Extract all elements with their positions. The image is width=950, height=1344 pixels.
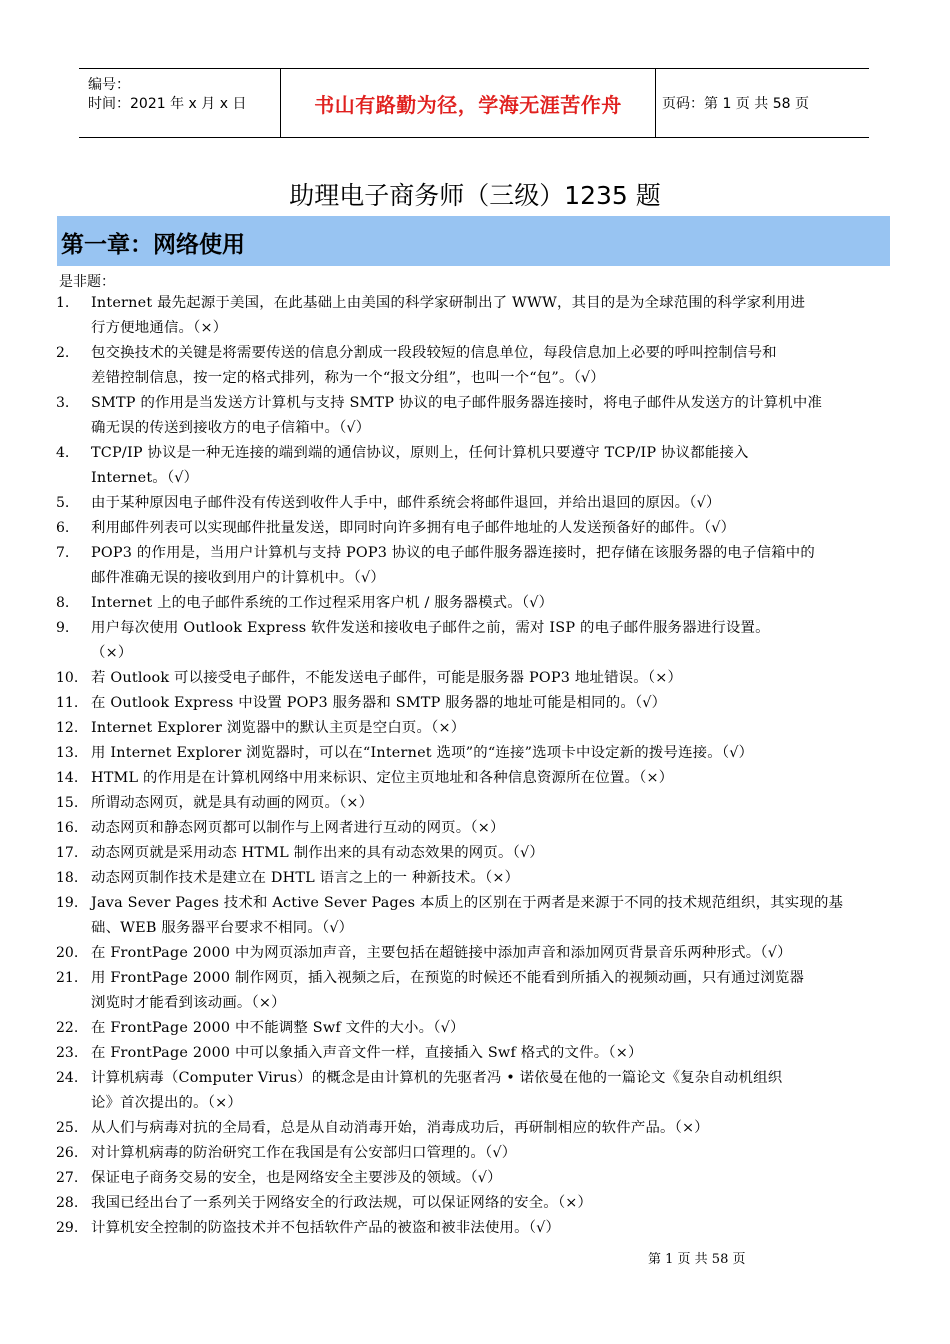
question-text [91,1191,891,1216]
question-text [91,616,891,666]
question-number: 21. [56,970,79,986]
chapter-title: 第一章：网络使用 [61,232,245,258]
section-label: 是非题： [59,274,115,290]
chapter-heading-bar [57,216,890,266]
page-code: 页码：第 1 页 共 58 页 [662,96,809,112]
question-text [91,291,891,341]
question-text [91,516,891,541]
question-text-line: HTML 的作用是在计算机网络中用来标识、定位主页地址和各种信息资源所在位置。（×） [91,770,674,786]
question-text-line: 浏览时才能看到该动画。（×） [91,995,286,1011]
question-number: 23. [56,1045,79,1061]
question-number: 29. [56,1220,79,1236]
question-text-line: 在 Outlook Express 中设置 POP3 服务器和 SMTP 服务器的地址可能是相同的。（√） [91,695,667,711]
question-number: 12. [56,720,79,736]
question-text-line: 包交换技术的关键是将需要传送的信息分割成一段段较短的信息单位，每段信息加上必要的呼叫控制信号和 [91,345,777,361]
question-text [91,491,891,516]
header-motto-cell [280,69,656,137]
question-text [91,941,891,966]
question-text [91,1016,891,1041]
question-text-line: Internet 最先起源于美国，在此基础上由美国的科学家研制出了 WWW，其目的是为全球范围的科学家利用进 [91,295,806,311]
question-text [91,766,891,791]
time-label: 时间：2021 年 x 月 x 日 [88,96,247,112]
question-text [91,341,891,391]
question-text-line: 用 Internet Explorer 浏览器时，可以在“Internet 选项”的“连接”选项卡中设定新的拨号连接。（√） [91,745,754,761]
question-text [91,666,891,691]
question-text [91,591,891,616]
question-text-line: 利用邮件列表可以实现邮件批量发送，即同时向许多拥有电子邮件地址的人发送预备好的邮件。（√） [91,520,736,536]
question-number: 6. [56,520,70,536]
question-text-line: 用户每次使用 Outlook Express 软件发送和接收电子邮件之前，需对 ISP 的电子邮件服务器进行设置。 [91,620,770,636]
question-text [91,541,891,591]
question-number: 7. [56,545,70,561]
question-text-line: 论》首次提出的。（×） [91,1095,242,1111]
question-number: 1. [56,295,70,311]
question-number: 18. [56,870,79,886]
question-number: 25. [56,1120,79,1136]
question-text-line: 计算机病毒（Computer Virus）的概念是由计算机的先驱者冯 • 诺依曼在他的一篇论文《复杂自动机组织 [91,1070,783,1086]
question-number: 8. [56,595,70,611]
question-number: 20. [56,945,79,961]
question-text [91,1041,891,1066]
header-page-cell [654,69,869,137]
header-meta [79,69,280,137]
question-text [91,1116,891,1141]
question-text-line: 对计算机病毒的防治研究工作在我国是有公安部归口管理的。（√） [91,1145,517,1161]
question-text [91,1066,891,1116]
question-text-line: 在 FrontPage 2000 中可以象插入声音文件一样，直接插入 Swf 格式的文件。（×） [91,1045,643,1061]
question-text-line: 保证电子商务交易的安全，也是网络安全主要涉及的领域。（√） [91,1170,502,1186]
question-text-line: SMTP 的作用是当发送方计算机与支持 SMTP 协议的电子邮件服务器连接时，将电子邮件从发送方的计算机中准 [91,395,823,411]
question-number: 24. [56,1070,79,1086]
question-text-line: 邮件准确无误的接收到用户的计算机中。（√） [91,570,385,586]
question-text-line: POP3 的作用是，当用户计算机与支持 POP3 协议的电子邮件服务器连接时，把存储在该服务器的电子信箱中的 [91,545,815,561]
question-text-line: 用 FrontPage 2000 制作网页，插入视频之后，在预览的时候还不能看到所插入的视频动画，只有通过浏览器 [91,970,805,986]
question-text [91,716,891,741]
question-text-line: 若 Outlook 可以接受电子邮件，不能发送电子邮件，可能是服务器 POP3 地址错误。（×） [91,670,683,686]
question-text-line: TCP/IP 协议是一种无连接的端到端的通信协议，原则上，任何计算机只要遵守 TCP/IP 协议都能接入 [91,445,749,461]
question-text-line: Internet。（√） [91,470,199,486]
question-text [91,841,891,866]
question-text-line: 动态网页制作技术是建立在 DHTL 语言之上的一 种新技术。（×） [91,870,520,886]
question-text-line: 动态网页和静态网页都可以制作与上网者进行互动的网页。（×） [91,820,505,836]
question-number: 17. [56,845,79,861]
question-text-line: 在 FrontPage 2000 中不能调整 Swf 文件的大小。（√） [91,1020,465,1036]
question-text [91,866,891,891]
question-text-line: 础、WEB 服务器平台要求不相同。（√） [91,920,354,936]
document-title: 助理电子商务师（三级）1235 题 [289,181,661,210]
question-text-line: 我国已经出台了一系列关于网络安全的行政法规，可以保证网络的安全。（×） [91,1195,593,1211]
question-number: 5. [56,495,70,511]
question-number: 26. [56,1145,79,1161]
question-text [91,1166,891,1191]
question-text-line: 计算机安全控制的防盗技术并不包括软件产品的被盗和被非法使用。（√） [91,1220,561,1236]
question-number: 3. [56,395,70,411]
question-number: 19. [56,895,79,911]
page-header [79,68,869,138]
question-text-line: 差错控制信息，按一定的格式排列，称为一个“报文分组”，也叫一个“包”。（√） [91,370,605,386]
question-number: 2. [56,345,70,361]
question-text-line: 行方便地通信。（×） [91,320,228,336]
question-number: 4. [56,445,70,461]
question-number: 11. [56,695,79,711]
question-number: 15. [56,795,79,811]
question-text [91,691,891,716]
question-text-line: 确无误的传送到接收方的电子信箱中。（√） [91,420,371,436]
question-number: 22. [56,1020,79,1036]
question-text-line: 动态网页就是采用动态 HTML 制作出来的具有动态效果的网页。（√） [91,845,544,861]
question-text [91,391,891,441]
question-text-line: 从人们与病毒对抗的全局看，总是从自动消毒开始，消毒成功后，再研制相应的软件产品。（×） [91,1120,709,1136]
question-text [91,791,891,816]
question-number: 28. [56,1195,79,1211]
question-text [91,741,891,766]
question-text-line: Java Sever Pages 技术和 Active Sever Pages 本质上的区别在于两者是来源于不同的技术规范组织，其实现的基 [91,895,844,911]
question-text [91,441,891,491]
question-text-line: （×） [91,645,133,661]
question-number: 13. [56,745,79,761]
question-number: 10. [56,670,79,686]
question-text-line: Internet Explorer 浏览器中的默认主页是空白页。（×） [91,720,466,736]
question-text-line: Internet 上的电子邮件系统的工作过程采用客户机 / 服务器模式。（√） [91,595,554,611]
question-text-line: 由于某种原因电子邮件没有传送到收件人手中，邮件系统会将邮件退回，并给出退回的原因。（√） [91,495,721,511]
serial-label: 编号： [88,77,130,93]
question-text [91,1216,891,1241]
question-text [91,891,891,941]
question-text [91,1141,891,1166]
question-text [91,966,891,1016]
question-number: 16. [56,820,79,836]
motto-text: 书山有路勤为径，学海无涯苦作舟 [314,92,622,117]
page-footer: 第 1 页 共 58 页 [648,1252,746,1267]
question-number: 14. [56,770,79,786]
question-number: 9. [56,620,70,636]
question-text-line: 所谓动态网页，就是具有动画的网页。（×） [91,795,374,811]
question-number: 27. [56,1170,79,1186]
question-text-line: 在 FrontPage 2000 中为网页添加声音，主要包括在超链接中添加声音和添加网页背景音乐两种形式。（√） [91,945,792,961]
question-text [91,816,891,841]
